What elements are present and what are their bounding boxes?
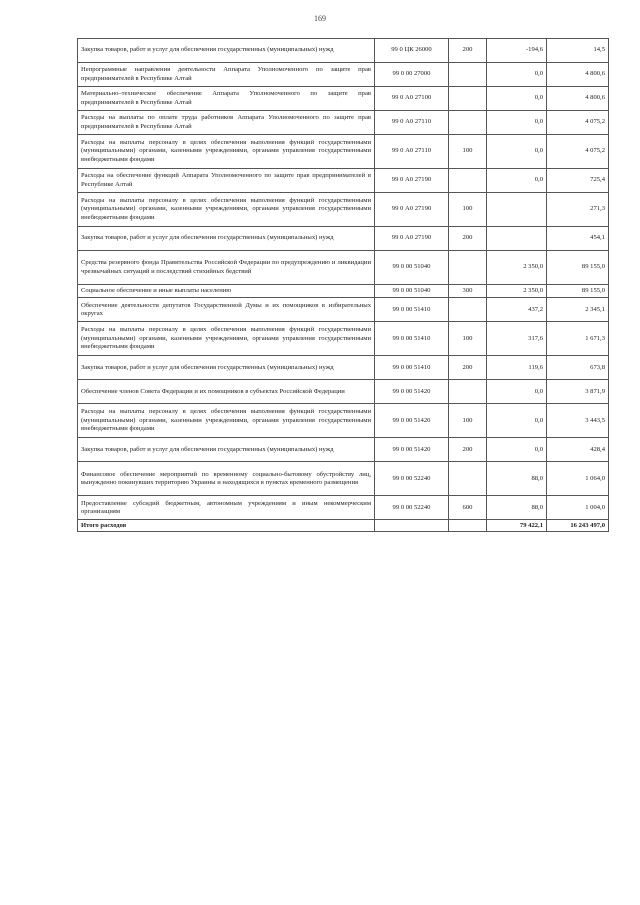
- row-expense-type: 100: [449, 322, 487, 356]
- row-value-change: [487, 227, 547, 251]
- row-code: 99 0 00 51040: [375, 285, 449, 298]
- row-value-change: 2 350,0: [487, 251, 547, 285]
- row-value-total: 673,8: [547, 356, 609, 380]
- row-code: 99 0 00 51410: [375, 356, 449, 380]
- table-row: [78, 111, 609, 135]
- row-code: 99 0 А0 27190: [375, 193, 449, 227]
- row-code: 99 0 00 52240: [375, 462, 449, 496]
- table-row: [78, 438, 609, 462]
- row-expense-type: 100: [449, 135, 487, 169]
- table-row: [78, 380, 609, 404]
- row-expense-type: [449, 380, 487, 404]
- row-name: Обеспечение деятельности депутатов Государственной Думы и их помощников в избирательных округах: [78, 298, 375, 322]
- row-expense-type: [449, 251, 487, 285]
- row-name: Предоставление субсидий бюджетным, автономным учреждениям и иным некоммерческим организациям: [78, 496, 375, 520]
- row-code: 99 0 00 51410: [375, 322, 449, 356]
- row-expense-type: 200: [449, 356, 487, 380]
- row-value-total: 1 671,3: [547, 322, 609, 356]
- page-number: 169: [314, 14, 326, 23]
- table-row: [78, 298, 609, 322]
- row-value-change: 0,0: [487, 63, 547, 87]
- row-value-total: 1 004,0: [547, 496, 609, 520]
- row-value-change: 2 350,0: [487, 285, 547, 298]
- total-value-total: 16 243 497,0: [547, 520, 609, 532]
- table-row: [78, 87, 609, 111]
- table-row: [78, 169, 609, 193]
- table-row: [78, 63, 609, 87]
- row-expense-type: [449, 169, 487, 193]
- row-name: Непрограммные направления деятельности Аппарата Уполномоченного по защите прав предпринимателей в Республике Алтай: [78, 63, 375, 87]
- row-name: Закупка товаров, работ и услуг для обеспечения государственных (муниципальных) нужд: [78, 227, 375, 251]
- row-code: 99 0 00 51420: [375, 404, 449, 438]
- total-row: [78, 520, 609, 532]
- row-code: 99 0 00 51420: [375, 438, 449, 462]
- table-row: [78, 227, 609, 251]
- row-value-total: 89 155,0: [547, 285, 609, 298]
- row-value-change: [487, 193, 547, 227]
- row-value-change: 317,6: [487, 322, 547, 356]
- row-value-change: 119,6: [487, 356, 547, 380]
- row-value-total: 3 871,9: [547, 380, 609, 404]
- expenditure-table: [77, 38, 609, 532]
- table-row: [78, 356, 609, 380]
- row-value-total: 4 800,6: [547, 63, 609, 87]
- row-expense-type: 300: [449, 285, 487, 298]
- row-name: Материально–техническое обеспечение Аппарата Уполномоченного по защите прав предпринимателей в Республике Алтай: [78, 87, 375, 111]
- row-value-change: 437,2: [487, 298, 547, 322]
- row-code: 99 0 А0 27100: [375, 87, 449, 111]
- total-label: Итого расходов: [78, 520, 375, 532]
- row-name: Расходы на выплаты персоналу в целях обеспечения выполнения функций государственными (муниципальными) органами, казенными учреждениями, органами управления государственными внебюджетными фондами: [78, 193, 375, 227]
- row-name: Закупка товаров, работ и услуг для обеспечения государственных (муниципальных) нужд: [78, 438, 375, 462]
- row-name: Расходы на выплаты по оплате труда работников Аппарата Уполномоченного по защите прав предпринимателей в Республике Алтай: [78, 111, 375, 135]
- row-value-change: 0,0: [487, 438, 547, 462]
- row-value-total: 2 345,1: [547, 298, 609, 322]
- total-expense-type: [449, 520, 487, 532]
- row-value-total: 89 155,0: [547, 251, 609, 285]
- row-code: 99 0 00 51040: [375, 251, 449, 285]
- row-name: Закупка товаров, работ и услуг для обеспечения государственных (муниципальных) нужд: [78, 356, 375, 380]
- row-expense-type: [449, 87, 487, 111]
- row-name: Финансовое обеспечение мероприятий по временному социально-бытовому обустройству лиц, вынужденно покинувших территорию Украины и находящихся в пунктах временного размещения: [78, 462, 375, 496]
- row-code: 99 0 00 51420: [375, 380, 449, 404]
- row-code: 99 0 00 51410: [375, 298, 449, 322]
- row-value-change: 0,0: [487, 135, 547, 169]
- row-code: 99 0 ЦК 26000: [375, 39, 449, 63]
- row-expense-type: 200: [449, 438, 487, 462]
- row-value-total: 725,4: [547, 169, 609, 193]
- row-expense-type: 100: [449, 404, 487, 438]
- row-name: Средства резервного фонда Правительства Российской Федерации по предупреждению и ликвидации чрезвычайных ситуаций и последствий стихийных бедствий: [78, 251, 375, 285]
- row-value-change: 0,0: [487, 380, 547, 404]
- row-value-total: 1 064,0: [547, 462, 609, 496]
- row-expense-type: 200: [449, 227, 487, 251]
- row-expense-type: 100: [449, 193, 487, 227]
- row-expense-type: 600: [449, 496, 487, 520]
- row-value-change: 88,0: [487, 496, 547, 520]
- row-name: Социальное обеспечение и иные выплаты населению: [78, 285, 375, 298]
- table-row: [78, 193, 609, 227]
- table-row: [78, 462, 609, 496]
- row-name: Расходы на выплаты персоналу в целях обеспечения выполнения функций государственными (муниципальными) органами, казенными учреждениями, органами управления государственными внебюджетными фондами: [78, 404, 375, 438]
- table-row: [78, 496, 609, 520]
- total-code: [375, 520, 449, 532]
- row-value-total: 4 075,2: [547, 135, 609, 169]
- row-value-total: 14,5: [547, 39, 609, 63]
- row-value-change: 0,0: [487, 87, 547, 111]
- row-value-change: -194,6: [487, 39, 547, 63]
- row-name: Закупка товаров, работ и услуг для обеспечения государственных (муниципальных) нужд: [78, 39, 375, 63]
- row-expense-type: [449, 462, 487, 496]
- table-row: [78, 251, 609, 285]
- row-name: Обеспечение членов Совета Федерации и их помощников в субъектах Российской Федерации: [78, 380, 375, 404]
- row-value-total: 4 800,6: [547, 87, 609, 111]
- row-value-total: 4 075,2: [547, 111, 609, 135]
- row-code: 99 0 А0 27110: [375, 135, 449, 169]
- row-code: 99 0 А0 27190: [375, 227, 449, 251]
- row-value-change: 0,0: [487, 404, 547, 438]
- row-code: 99 0 00 27000: [375, 63, 449, 87]
- total-value-change: 79 422,1: [487, 520, 547, 532]
- row-name: Расходы на обеспечение функций Аппарата Уполномоченного по защите прав предпринимателей в Республике Алтай: [78, 169, 375, 193]
- table-row: [78, 39, 609, 63]
- row-expense-type: [449, 298, 487, 322]
- row-name: Расходы на выплаты персоналу в целях обеспечения выполнения функций государственными (муниципальными) органами, казенными учреждениями, органами управления государственными внебюджетными фондами: [78, 135, 375, 169]
- row-code: 99 0 00 52240: [375, 496, 449, 520]
- row-value-total: 454,1: [547, 227, 609, 251]
- row-expense-type: [449, 111, 487, 135]
- row-name: Расходы на выплаты персоналу в целях обеспечения выполнения функций государственными (муниципальными) органами, казенными учреждениями, органами управления государственными внебюджетными фондами: [78, 322, 375, 356]
- row-code: 99 0 А0 27190: [375, 169, 449, 193]
- row-value-change: 0,0: [487, 169, 547, 193]
- row-expense-type: [449, 63, 487, 87]
- row-value-total: 271,3: [547, 193, 609, 227]
- row-value-total: 428,4: [547, 438, 609, 462]
- row-value-change: 0,0: [487, 111, 547, 135]
- row-value-total: 3 443,5: [547, 404, 609, 438]
- table-row: [78, 404, 609, 438]
- row-value-change: 88,0: [487, 462, 547, 496]
- table-row: [78, 285, 609, 298]
- row-code: 99 0 А0 27110: [375, 111, 449, 135]
- row-expense-type: 200: [449, 39, 487, 63]
- table-row: [78, 135, 609, 169]
- table-row: [78, 322, 609, 356]
